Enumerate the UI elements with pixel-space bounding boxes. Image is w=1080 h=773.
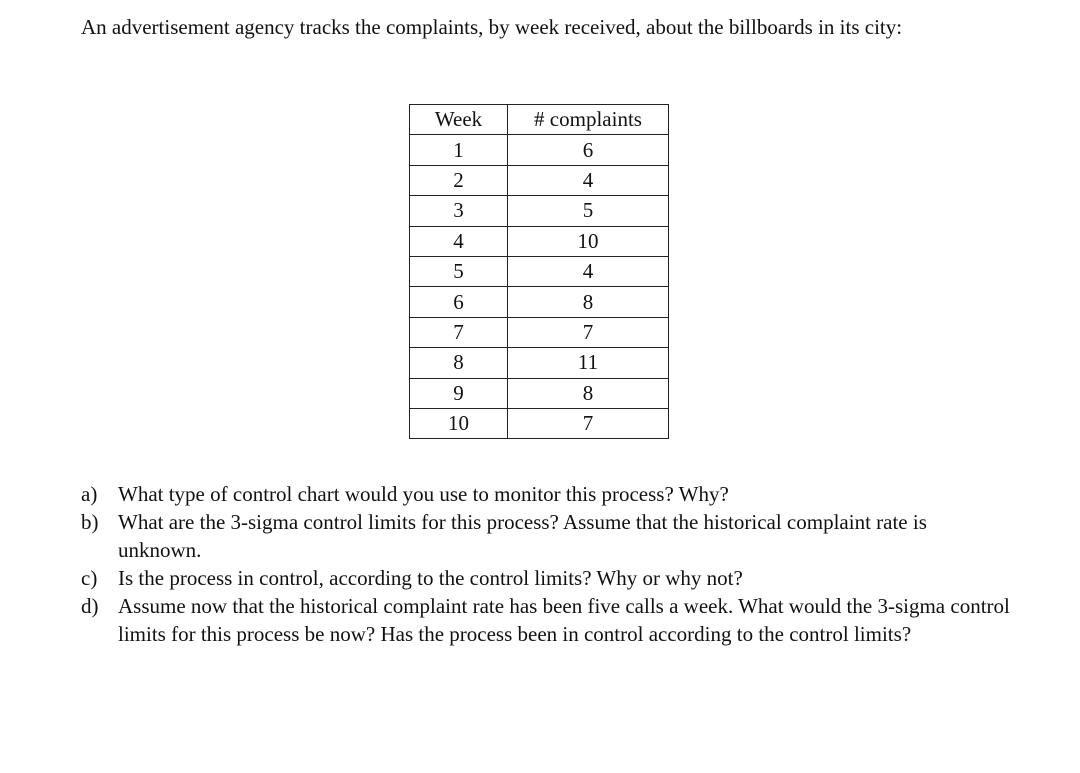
complaints-cell: 5 — [508, 196, 669, 226]
intro-paragraph: An advertisement agency tracks the complaints, by week received, about the billboards in its city: — [81, 15, 903, 39]
complaints-cell: 4 — [508, 256, 669, 286]
header-complaints: # complaints — [508, 105, 669, 135]
question-letter: a) — [81, 482, 98, 506]
table-row — [410, 196, 669, 226]
complaints-cell: 6 — [508, 135, 669, 165]
question-item — [81, 592, 1011, 648]
complaints-cell: 7 — [508, 317, 669, 347]
question-text: Is the process in control, according to the control limits? Why or why not? — [118, 566, 743, 590]
table-row — [410, 226, 669, 256]
complaints-cell: 10 — [508, 226, 669, 256]
question-text: Assume now that the historical complaint rate has been five calls a week. What would the 3-sigma control limits for this process be now? Has the process been in control according to the control limits? — [118, 594, 1010, 646]
table-header-row — [410, 105, 669, 135]
question-item — [81, 508, 1011, 564]
week-cell: 6 — [410, 287, 508, 317]
week-cell: 3 — [410, 196, 508, 226]
week-cell: 5 — [410, 256, 508, 286]
question-item — [81, 480, 1011, 508]
question-letter: b) — [81, 510, 99, 534]
complaints-cell: 7 — [508, 408, 669, 438]
table-row — [410, 348, 669, 378]
complaints-table — [409, 104, 669, 439]
table-row — [410, 378, 669, 408]
week-cell: 7 — [410, 317, 508, 347]
week-cell: 1 — [410, 135, 508, 165]
complaints-cell: 8 — [508, 287, 669, 317]
week-cell: 4 — [410, 226, 508, 256]
table-row — [410, 135, 669, 165]
question-text: What type of control chart would you use to monitor this process? Why? — [118, 482, 729, 506]
question-text: What are the 3-sigma control limits for this process? Assume that the historical complaint rate is unknown. — [118, 510, 927, 562]
question-item — [81, 564, 1011, 592]
table-row — [410, 317, 669, 347]
week-cell: 9 — [410, 378, 508, 408]
question-list — [81, 480, 1011, 648]
complaints-cell: 11 — [508, 348, 669, 378]
week-cell: 2 — [410, 165, 508, 195]
week-cell: 8 — [410, 348, 508, 378]
complaints-table-container — [409, 104, 669, 439]
question-letter: d) — [81, 594, 99, 618]
week-cell: 10 — [410, 408, 508, 438]
complaints-cell: 4 — [508, 165, 669, 195]
table-row — [410, 256, 669, 286]
complaints-cell: 8 — [508, 378, 669, 408]
table-row — [410, 165, 669, 195]
header-week: Week — [410, 105, 508, 135]
question-letter: c) — [81, 566, 98, 590]
table-row — [410, 408, 669, 438]
table-row — [410, 287, 669, 317]
